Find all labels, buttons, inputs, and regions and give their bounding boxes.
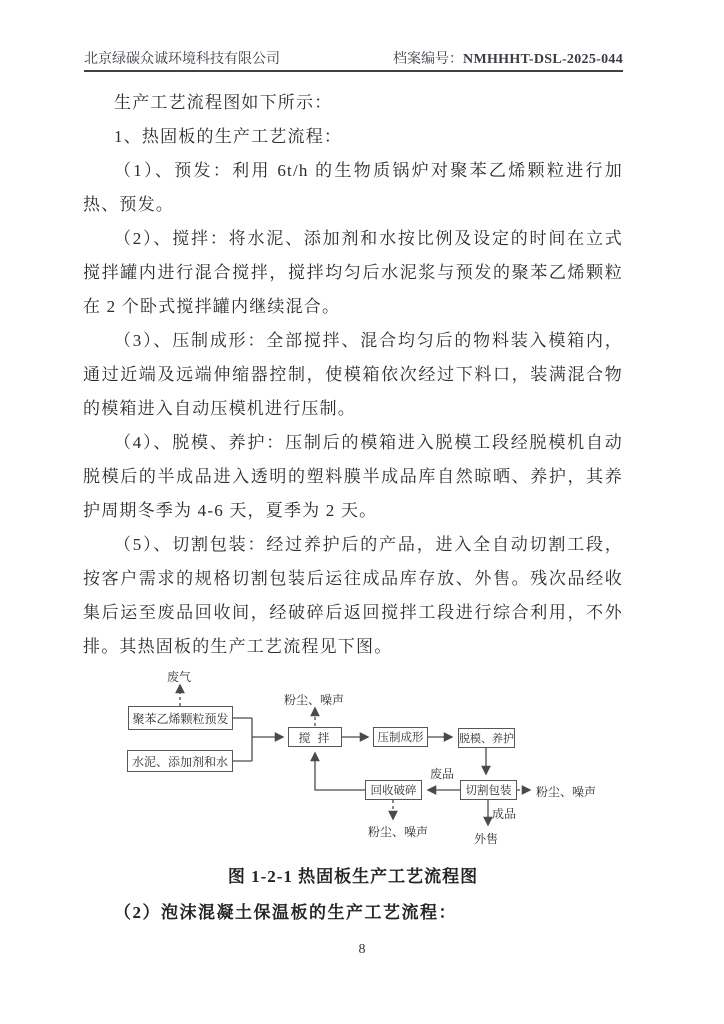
flow-connectors — [0, 655, 724, 855]
flow-box-demold-curing: 脱模、养护 — [458, 728, 515, 748]
paragraph-section-1: 1、热固板的生产工艺流程： — [114, 127, 343, 146]
paragraph-step-2: （2）、搅拌：将水泥、添加剂和水按比例及设定的时间在立式搅拌罐内进行混合搅拌，搅拌均匀后水泥浆与预发的聚苯乙烯颗粒在 2 个卧式搅拌罐内继续混合。 — [83, 229, 623, 316]
flow-label-finished-product: 成品 — [492, 807, 517, 821]
flow-label-sold-out: 外售 — [474, 832, 499, 846]
flow-box-press-forming: 压制成形 — [373, 727, 428, 747]
section-heading-2: （2）泡沫混凝土保温板的生产工艺流程： — [114, 903, 457, 922]
flow-label-dust-noise-mixing: 粉尘、噪声 — [284, 693, 345, 707]
paragraph-step-3: （3）、压制成形：全部搅拌、混合均匀后的物料装入模箱内，通过近端及远端伸缩器控制，使模箱依次经过下料口，装满混合物的模箱进入自动压模机进行压制。 — [83, 331, 623, 418]
header-doc-number — [393, 48, 623, 68]
flow-label-waste-gas: 废气 — [167, 670, 192, 684]
paragraph-intro: 生产工艺流程图如下所示： — [114, 93, 333, 112]
page-header — [84, 48, 623, 68]
doc-number-label: 档案编号： — [393, 52, 464, 67]
figure-caption: 图 1-2-1 热固板生产工艺流程图 — [227, 867, 479, 886]
flow-diagram — [0, 655, 724, 855]
flow-label-dust-noise-cutting: 粉尘、噪声 — [536, 785, 597, 799]
header-rule — [84, 70, 623, 72]
paragraph-step-4: （4）、脱模、养护：压制后的模箱进入脱模工段经脱模机自动脱模后的半成品进入透明的塑料膜半成品库自然晾晒、养护，其养护周期冬季为 4-6 天，夏季为 2 天。 — [83, 433, 623, 520]
flow-label-dust-noise-recycle: 粉尘、噪声 — [368, 825, 429, 839]
page-number: 8 — [358, 942, 366, 957]
document-body — [83, 86, 623, 664]
flow-box-polystyrene-prefoam: 聚苯乙烯颗粒预发 — [128, 706, 233, 730]
flow-box-mixing: 搅 拌 — [288, 727, 342, 747]
paragraph-step-5: （5）、切割包装：经过养护后的产品，进入全自动切割工段，按客户需求的规格切割包装后运往成品库存放、外售。残次品经收集后运至废品回收间，经破碎后返回搅拌工段进行综合利用，不外排。其热固板的生产工艺流程见下图。 — [83, 535, 623, 656]
doc-number-value: NMHHHT-DSL-2025-044 — [463, 52, 623, 67]
flow-box-cutting-packing: 切割包装 — [460, 780, 517, 800]
flow-box-cement-additives-water: 水泥、添加剂和水 — [127, 750, 233, 772]
flow-label-scrap: 废品 — [430, 767, 455, 781]
flow-box-recycle-crushing: 回收破碎 — [365, 780, 422, 800]
paragraph-step-1: （1）、预发：利用 6t/h 的生物质锅炉对聚苯乙烯颗粒进行加热、预发。 — [83, 161, 623, 214]
header-company: 北京绿碳众诚环境科技有限公司 — [84, 52, 280, 67]
